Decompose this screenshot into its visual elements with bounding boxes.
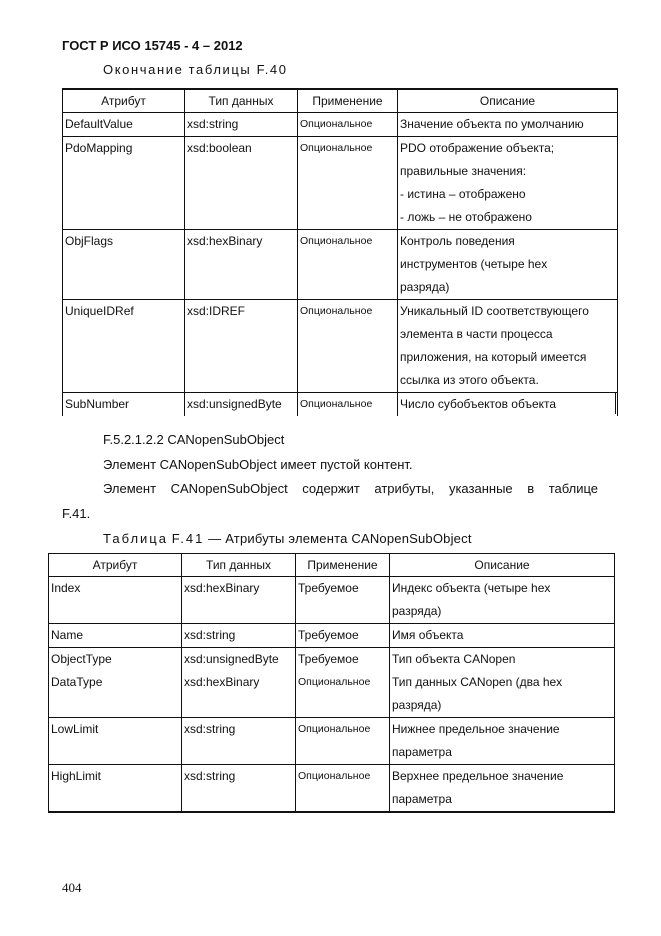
header-usage: Применение: [298, 89, 398, 113]
description-line: Число субобъектов объекта: [400, 397, 557, 411]
attribute-cell: PdoMapping: [63, 137, 185, 230]
attribute-cell: SubNumber: [63, 393, 185, 417]
header-attribute: Атрибут: [63, 89, 185, 113]
table-row: [49, 577, 615, 624]
description-line: разряда): [392, 604, 442, 618]
description-line: - ложь – не отображено: [400, 210, 532, 224]
usage-cell: Опциональное: [298, 113, 398, 137]
header-attribute: Атрибут: [49, 554, 182, 577]
data-type-cell: xsd:IDREF: [185, 300, 298, 393]
description-line: параметра: [392, 792, 452, 806]
data-type-cell: xsd:string: [185, 113, 298, 137]
table-row: [63, 300, 618, 393]
description-line: Нижнее предельное значение: [392, 722, 560, 736]
description-line: инструментов (четыре hex: [400, 257, 548, 271]
attribute-cell: ObjectType: [49, 648, 182, 672]
data-type-cell: xsd:hexBinary: [182, 671, 296, 718]
table-f41-caption: [103, 531, 472, 546]
description-line: Тип данных CANopen (два hex: [392, 675, 563, 689]
description-cell: [398, 230, 618, 300]
header-data-type: Тип данных: [182, 554, 296, 577]
description-cell: [398, 137, 618, 230]
description-cell: [390, 671, 615, 718]
description-line: Индекс объекта (четыре hex: [392, 581, 551, 595]
description-cell: [390, 577, 615, 624]
description-line: Тип объекта CANopen: [392, 652, 516, 666]
attribute-cell: UniqueIDRef: [63, 300, 185, 393]
attribute-cell: HighLimit: [49, 765, 182, 813]
page-number: 404: [62, 880, 82, 895]
attribute-cell: LowLimit: [49, 718, 182, 765]
table-right-border-stub: [615, 392, 616, 414]
usage-cell: Требуемое: [296, 648, 390, 672]
description-cell: [398, 113, 618, 137]
description-cell: [398, 393, 618, 417]
data-type-cell: xsd:boolean: [185, 137, 298, 230]
table-f40-caption: [103, 62, 288, 77]
document-id: ГОСТ Р ИСО 15745 - 4 – 2012: [62, 38, 243, 53]
attribute-cell: Name: [49, 624, 182, 648]
table-header-row: [49, 554, 615, 577]
description-cell: [390, 765, 615, 813]
table-f40: [62, 88, 618, 416]
description-cell: [398, 300, 618, 393]
attribute-cell: ObjFlags: [63, 230, 185, 300]
table-row: [49, 718, 615, 765]
data-type-cell: xsd:unsignedByte: [182, 648, 296, 672]
caption-number: F.41: [171, 531, 205, 546]
attribute-cell: Index: [49, 577, 182, 624]
table-row: [63, 113, 618, 137]
data-type-cell: xsd:hexBinary: [182, 577, 296, 624]
description-line: правильные значения:: [400, 164, 527, 178]
description-cell: [390, 624, 615, 648]
header-usage: Применение: [296, 554, 390, 577]
description-line: Контроль поведения: [400, 234, 515, 248]
table-row: [49, 671, 615, 718]
description-line: Верхнее предельное значение: [392, 769, 564, 783]
data-type-cell: xsd:string: [182, 718, 296, 765]
description-cell: [390, 718, 615, 765]
table-row: [63, 393, 618, 417]
description-line: Имя объекта: [392, 628, 464, 642]
caption-prefix: Окончание таблицы: [103, 62, 252, 77]
data-type-cell: xsd:unsignedByte: [185, 393, 298, 417]
section-heading: F.5.2.1.2.2 CANopenSubObject: [103, 432, 285, 447]
paragraph-empty-content: Элемент CANopenSubObject имеет пустой контент.: [103, 457, 413, 472]
header-data-type: Тип данных: [185, 89, 298, 113]
header-description: Описание: [390, 554, 615, 577]
description-line: разряда): [400, 280, 450, 294]
data-type-cell: xsd:string: [182, 765, 296, 813]
attribute-cell: DefaultValue: [63, 113, 185, 137]
description-line: разряда): [392, 698, 442, 712]
table-row: [49, 624, 615, 648]
table-row: [63, 137, 618, 230]
usage-cell: Опциональное: [298, 230, 398, 300]
description-line: Уникальный ID соответствующего: [400, 304, 589, 318]
description-cell: [390, 648, 615, 672]
usage-cell: Опциональное: [296, 671, 390, 718]
usage-cell: Требуемое: [296, 577, 390, 624]
description-line: ссылка из этого объекта.: [400, 373, 539, 387]
usage-cell: Опциональное: [296, 718, 390, 765]
table-row: [63, 230, 618, 300]
description-line: Значение объекта по умолчанию: [400, 117, 584, 131]
caption-word: Таблица: [103, 531, 168, 546]
usage-cell: Опциональное: [298, 137, 398, 230]
table-row: [49, 765, 615, 813]
paragraph-attributes: Элемент CANopenSubObject содержит атрибуты, указанные в таблице: [103, 481, 598, 496]
paragraph-attributes-cont: F.41.: [62, 506, 91, 521]
description-line: - истина – отображено: [400, 187, 526, 201]
table-f41: [48, 553, 615, 813]
usage-cell: Опциональное: [296, 765, 390, 813]
table-row: [49, 648, 615, 672]
caption-title: — Атрибуты элемента CANopenSubObject: [204, 531, 472, 546]
usage-cell: Опциональное: [298, 393, 398, 417]
table-header-row: [63, 89, 618, 113]
description-line: параметра: [392, 745, 452, 759]
usage-cell: Требуемое: [296, 624, 390, 648]
description-line: элемента в части процесса: [400, 327, 553, 341]
attribute-cell: DataType: [49, 671, 182, 718]
usage-cell: Опциональное: [298, 300, 398, 393]
description-line: приложения, на который имеется: [400, 350, 587, 364]
data-type-cell: xsd:string: [182, 624, 296, 648]
description-line: PDO отображение объекта;: [400, 141, 555, 155]
header-description: Описание: [398, 89, 618, 113]
caption-number: F.40: [256, 62, 288, 77]
data-type-cell: xsd:hexBinary: [185, 230, 298, 300]
